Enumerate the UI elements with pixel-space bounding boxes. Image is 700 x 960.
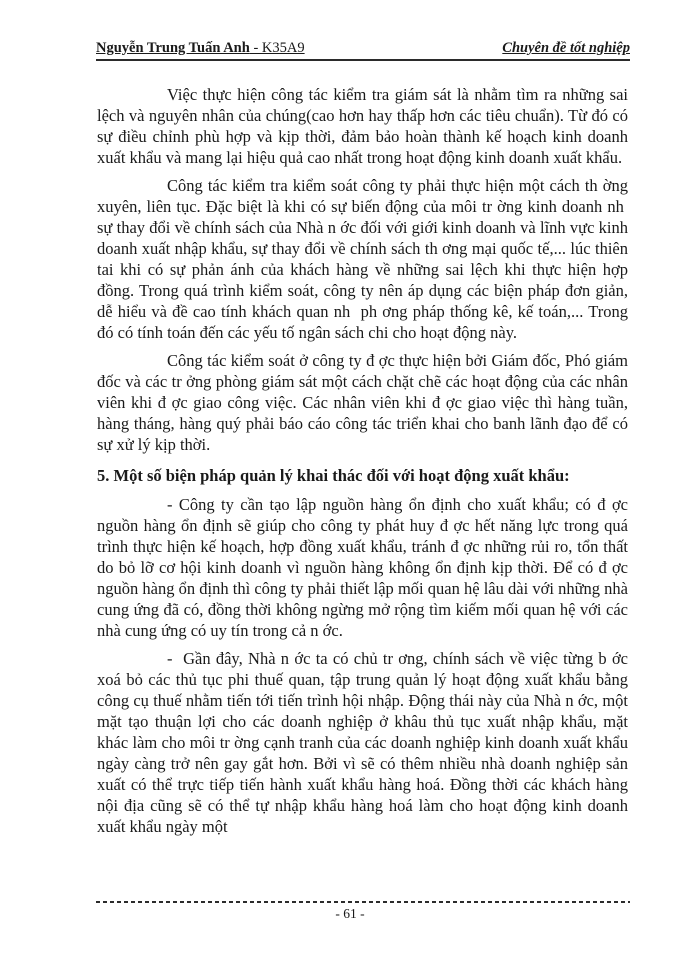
section-heading: 5. Một số biện pháp quản lý khai thác đối với hoạt động xuất khẩu: (97, 466, 570, 485)
header-doc-title: Chuyên đề tốt nghiệp (502, 40, 630, 56)
paragraph: - Gần đây, Nhà n ớc ta có chủ tr ơng, chính sách về việc từng b ớc xoá bỏ các thủ tục phi thuế quan, tập trung quản lý hoạt động xuất khẩu bằng công cụ thuế nhằm tiến tới tiến trình hội nhập. Động thái này của Nhà n ớc, một mặt tạo thuận lợi cho các doanh nghiệp ở khâu thủ tục xuất nhập khẩu, mặt khác làm cho môi tr ờng cạnh tranh của các doanh nghiệp kinh doanh xuất khẩu ngày càng trở nên gay gắt hơn. Bởi vì sẽ có thêm nhiều nhà doanh nghiệp sản xuất có thể trực tiếp tiến hành xuất khẩu hàng hoá. Đồng thời các khách hàng nội địa cũng sẽ có thể tự nhập khẩu hàng hoá làm cho hoạt động kinh doanh xuất khẩu ngày một (97, 649, 628, 836)
page-header (96, 40, 630, 61)
page-number: - 61 - (335, 906, 365, 921)
paragraph: Công tác kiểm soát ở công ty đ ợc thực hiện bởi Giám đốc, Phó giám đốc và các tr ởng phòng giám sát một cách chặt chẽ các hoạt động của các nhân viên khi đ ợc giao công việc. Các nhân viên khi đ ợc giao việc thì hàng tuần, hàng tháng, hàng quý phải báo cáo công tác triển khai cho banh lãnh đạo để có sự xử lý kịp thời. (97, 351, 628, 454)
document-body (97, 84, 628, 844)
footer-divider (96, 901, 630, 903)
paragraph: Công tác kiểm tra kiểm soát công ty phải thực hiện một cách th ờng xuyên, liên tục. Đặc biệt là khi có sự biến động của môi tr ờng kinh doanh nh sự thay đổi về chính sách của Nhà n ớc đối với giới kinh doanh và lĩnh vực kinh doanh xuất nhập khẩu, sự thay đổi về chính sách th ơng mại quốc tế,... lúc thiên tai khi có sự phản ánh của khách hàng về những sai lệch khi thực hiện hợp đồng. Trong quá trình kiểm soát, công ty nên áp dụng các biện pháp đơn giản, dễ hiểu và đề cao tính khách quan nh ph ơng pháp thống kê, kế toán,... Trong đó có tính toán đến các yếu tố ngân sách chi cho hoạt động này. (97, 176, 628, 342)
paragraph: Việc thực hiện công tác kiểm tra giám sát là nhằm tìm ra những sai lệch và nguyên nhân của chúng(cao hơn hay thấp hơn các tiêu chuẩn). Từ đó có sự điều chỉnh phù hợp và kịp thời, đảm bảo hoàn thành kế hoạch kinh doanh xuất khẩu và mang lại hiệu quả cao nhất trong hoạt động kinh doanh xuất khẩu. (97, 85, 628, 167)
header-author (96, 40, 305, 57)
paragraph: - Công ty cần tạo lập nguồn hàng ổn định cho xuất khẩu; có đ ợc nguồn hàng ổn định sẽ giúp cho công ty phát huy đ ợc hết năng lực trong quá trình thực hiện kế hoạch, hợp đồng xuất khẩu, tránh đ ợc những rủi ro, tổn thất do bỏ lỡ cơ hội kinh doanh vì nguồn hàng không ổn định kịp thời. Để có đ ợc nguồn hàng ổn định thì công ty phải thiết lập mối quan hệ lâu dài với những nhà cung ứng đã có, đồng thời không ngừng mở rộng tìm kiếm mối quan hệ với các nhà cung ứng có uy tín trong cả n ớc. (97, 495, 628, 640)
header-author-id: - K35A9 (249, 40, 305, 56)
header-author-name: Nguyễn Trung Tuấn Anh (96, 40, 250, 56)
